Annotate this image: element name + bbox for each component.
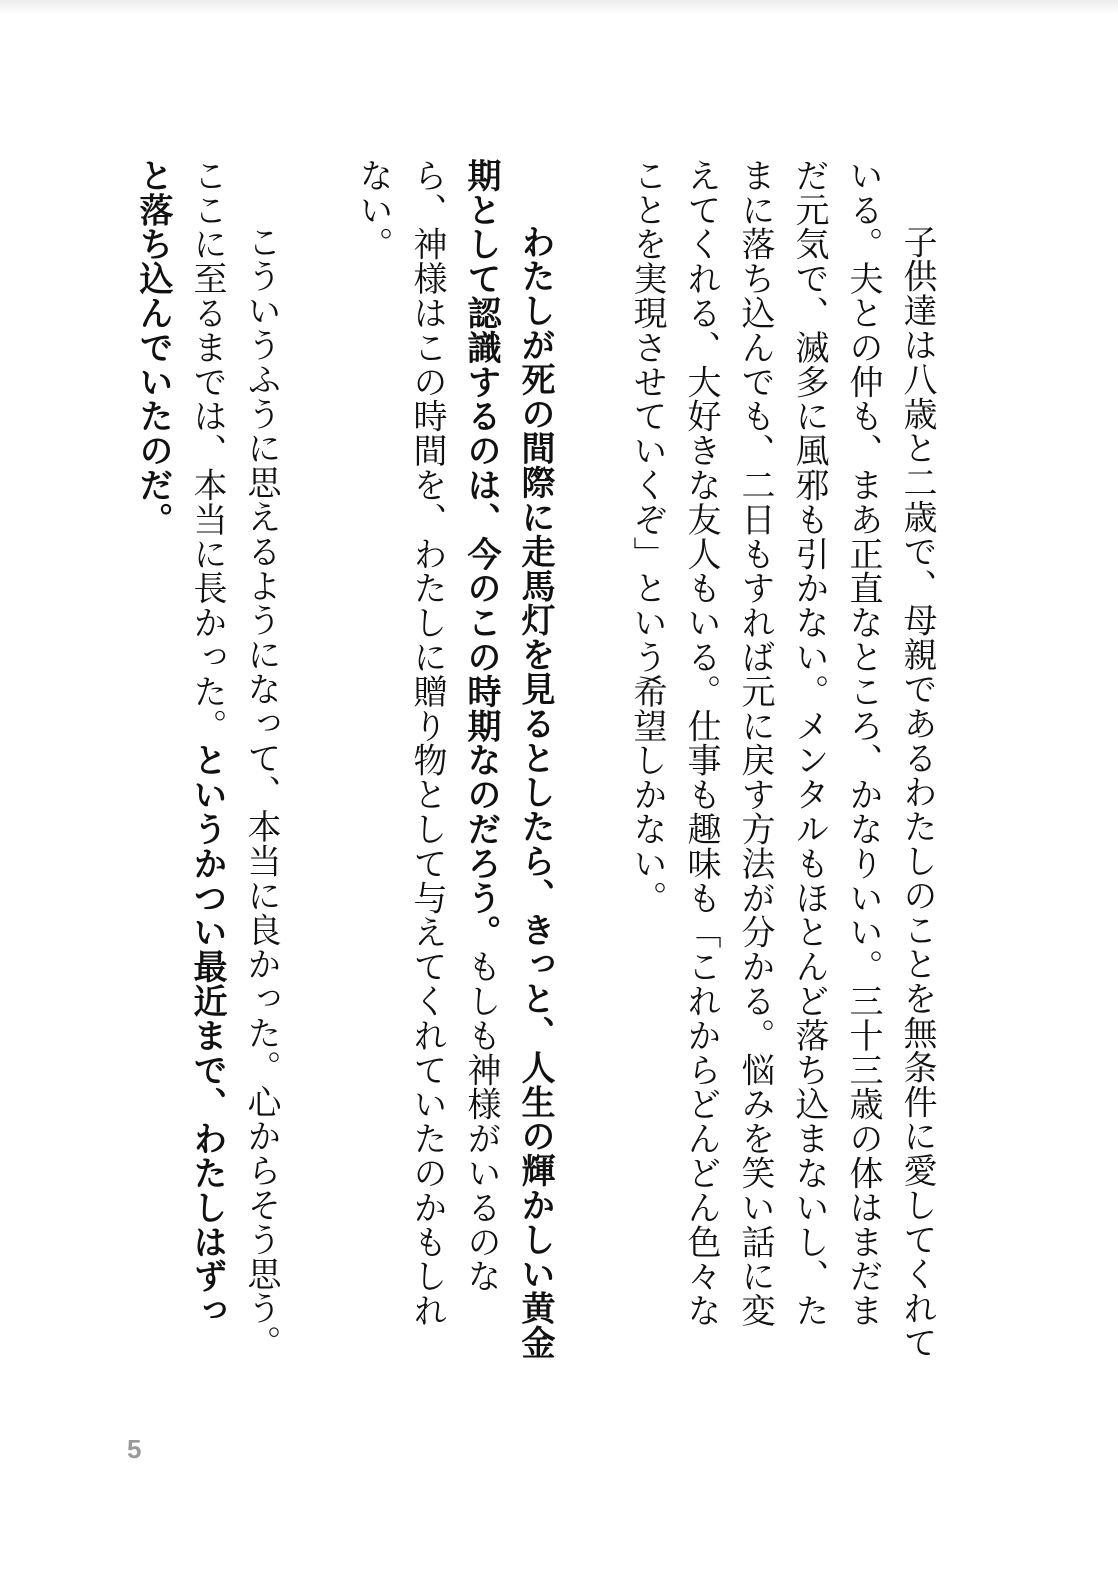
text-line-5: えてくれる、大好きな友人もいる。仕事も趣味も「これからどんどん色々な <box>681 158 721 1328</box>
text-line-6: ことを実現させていくぞ」という希望しかない。 <box>627 158 667 915</box>
text-line-1: 子供達は八歳と二歳で、母親であるわたしのことを無条件に愛してくれて <box>897 190 937 1360</box>
text-line-10: ない。 <box>353 158 393 262</box>
text-line-8-bold: 期として認識するのは、今のこの時期なのだろう。 <box>461 158 501 950</box>
text-line-9: ら、神様はこの時間を、わたしに贈り物として与えてくれていたのかもしれ <box>407 158 447 1328</box>
text-line-8-rest: もしも神様がいるのな <box>461 949 501 1294</box>
text-line-3: だ元気で、滅多に風邪も引かない。メンタルもほとんど落ち込まないし、た <box>789 158 829 1328</box>
text-line-7: わたしが死の間際に走馬灯を見るとしたら、きっと、人生の輝かしい黄金 <box>515 190 555 1360</box>
page-top-edge <box>0 0 1118 14</box>
text-line-2: いる。夫との仲も、まあ正直なところ、かなりいい。三十三歳の体はまだま <box>843 158 883 1328</box>
text-line-12-regular: ここに至るまでは、本当に長かった。 <box>187 158 227 743</box>
text-line-12 <box>180 158 234 1328</box>
page-number: 5 <box>127 1434 142 1464</box>
text-line-11: こういうふうに思えるようになって、本当に良かった。心からそう思う。 <box>241 190 281 1360</box>
text-line-12-bold: というかつい最近まで、わたしはずっ <box>187 742 227 1328</box>
text-line-13: と落ち込んでいたのだ。 <box>133 158 173 537</box>
text-line-8 <box>454 158 508 1293</box>
text-line-4: まに落ち込んでも、二日もすれば元に戻す方法が分かる。悩みを笑い話に変 <box>735 158 775 1328</box>
